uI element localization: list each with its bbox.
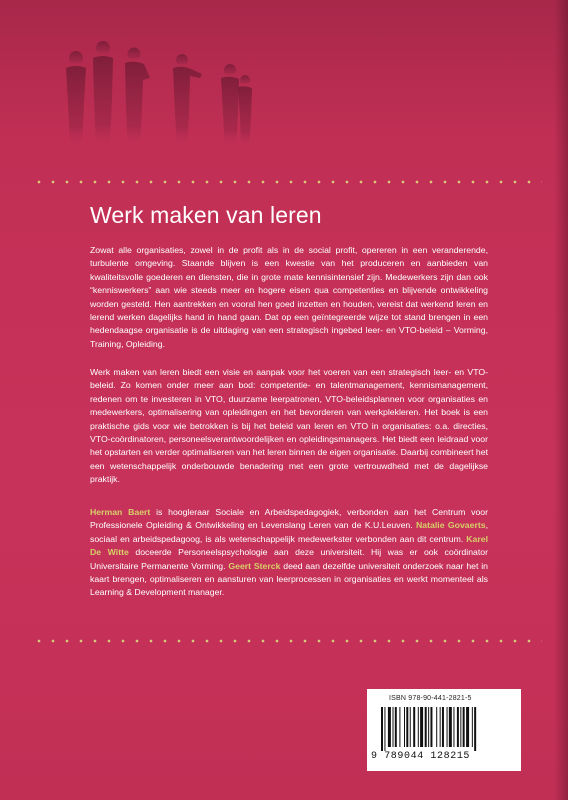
author-bio-2: , sociaal en arbeidspedagoog, is als wetenschappelijk medewerkster verbonden aan dit centrum. xyxy=(90,520,488,544)
barcode-stripe xyxy=(413,707,415,747)
barcode-stripe xyxy=(447,707,448,747)
barcode-stripe xyxy=(440,707,441,747)
dotted-divider-top xyxy=(32,178,542,186)
barcode-stripe xyxy=(428,707,429,747)
dotted-divider-bottom xyxy=(32,637,542,645)
description-paragraph-1: Zowat alle organisaties, zowel in de profit als in de social profit, opereren in een veranderende, turbulente omgeving. Staande blijven is een kwestie van het produceren en aanbieden van kwaliteitsvolle goederen en diensten, die in grote mate kennisintensief zijn. Medewerkers zijn dan ook “kenniswerkers” aan wie steeds meer en hogere eisen qua competenties en blijvende ontwikkeling worden gesteld. Hen aantrekken en vooral hen goed inzetten en houden, vereist dat werkend leren en lerend werken dagelijks hand in hand gaan. Dat op een geïntegreerde wijze tot stand brengen in een hedendaagse organisatie is de uitdaging van een strategisch ingebed leer- en VTO-beleid – Vorming, Training, Opleiding. xyxy=(90,245,488,349)
author-bio-3: doceerde Personeelspsychologie aan deze universiteit. Hij was er ook coördinator Universitaire Permanente Vorming. xyxy=(90,547,488,571)
author-bio-4: deed aan dezelfde universiteit onderzoek naar het in kaart brengen, optimaliseren en aansturen van leerprocessen in organisaties en werkt momenteel als Learning & Development manager. xyxy=(90,560,489,598)
author-name-2: Natalie Govaerts xyxy=(416,520,486,531)
description-paragraph-2: Werk maken van leren biedt een visie en aanpak voor het voeren van een strategisch leer- en VTO-beleid. Zo komen onder meer aan bod: competentie- en talentmanagement, kennismanagement, redenen om te investeren in VTO, duurzame leerpatronen, VTO-beleidsplannen voor organisaties en medewerkers, optimalisering van opleidingen en het bevorderen van werkplekleren. Het boek is een praktische gids voor wie betrokken is bij het beleid van leren en VTO in organisaties: o.a. directies, VTO-coördinatoren, personeelsverantwoordelijken en opleidingsmanagers. Het biedt een leidraad voor het opstarten en verder optimaliseren van het leren binnen de eigen organisatie. Daarbij combineert het een wetenschappelijk onderbouwde benadering met een grote vertrouwdheid met de dagelijkse praktijk. xyxy=(90,367,488,485)
barcode-stripe xyxy=(399,707,400,747)
barcode-stripe xyxy=(425,707,427,747)
barcode-stripe xyxy=(430,707,432,747)
barcode-stripe xyxy=(474,707,476,751)
silhouettes-image xyxy=(40,18,270,148)
barcode-number: 9 789044 128215 xyxy=(371,751,471,762)
author-name-4: Geert Sterck xyxy=(228,560,281,571)
isbn-barcode xyxy=(367,689,521,771)
barcode-stripe xyxy=(384,707,385,751)
barcode-stripe xyxy=(460,707,461,747)
barcode-stripe xyxy=(410,707,411,747)
barcode-stripe xyxy=(436,707,437,747)
spine-shadow xyxy=(554,0,568,800)
barcode-stripe xyxy=(453,707,454,747)
barcode-stripe xyxy=(420,707,423,747)
people-silhouettes-photo xyxy=(40,18,270,148)
author-name-1: Herman Baert xyxy=(90,507,151,517)
barcode-stripe xyxy=(463,707,465,747)
barcode-stripe xyxy=(466,707,469,747)
barcode-stripe xyxy=(393,707,394,747)
barcode-stripe xyxy=(406,707,408,747)
barcode-stripe xyxy=(449,707,452,747)
barcode-stripe xyxy=(395,707,397,747)
barcode-stripe xyxy=(381,707,383,751)
barcode-bars xyxy=(379,707,511,751)
author-bio-1: is hoogleraar Sociale en Arbeidspedagogiek, verbonden aan het Centrum voor Professionele Opleiding & Ontwikkeling en Levenslang Leren van de K.U.Leuven. xyxy=(90,507,488,531)
barcode-stripe xyxy=(388,707,391,747)
barcode-stripe xyxy=(442,707,444,747)
isbn-label: ISBN 978-90-441-2821-5 xyxy=(389,695,472,702)
barcode-stripe xyxy=(472,707,473,747)
barcode-stripe xyxy=(457,707,459,747)
barcode-stripe xyxy=(404,707,405,747)
book-title: Werk maken van leren xyxy=(90,202,322,228)
barcode-stripe xyxy=(418,707,419,747)
author-name-3: Karel De Witte xyxy=(90,533,488,558)
author-bios xyxy=(90,506,488,600)
